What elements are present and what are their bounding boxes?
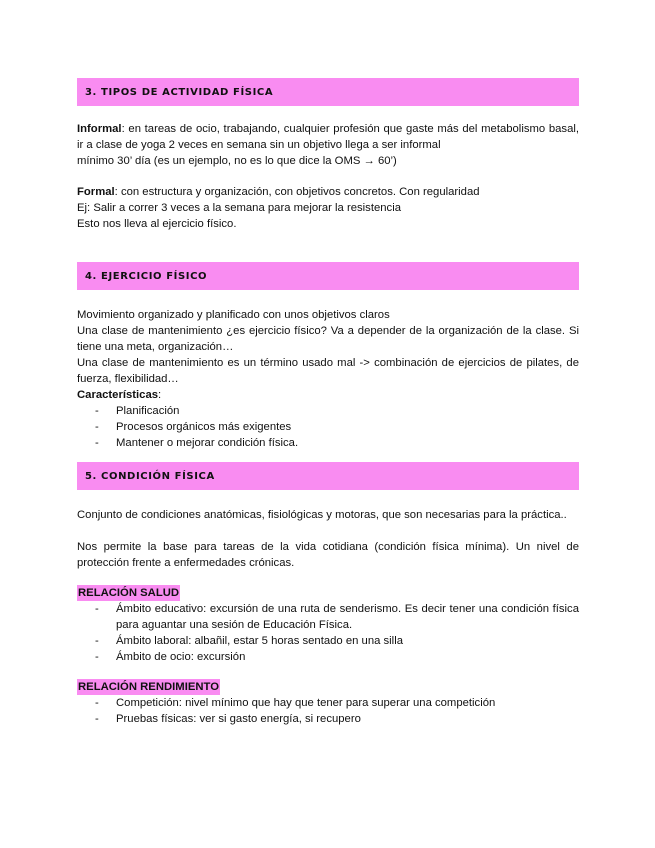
list-item-text: Ámbito de ocio: excursión <box>116 651 246 663</box>
caracteristicas-label: Características <box>77 389 159 401</box>
section-title: 3. TIPOS DE ACTIVIDAD FÍSICA <box>85 86 274 98</box>
formal-label: Formal <box>77 186 115 198</box>
mantenimiento-question: Una clase de mantenimiento ¿es ejercicio físico? Va a depender de la organización de la clase. Si tiene una meta, organización… <box>77 325 579 353</box>
dash-bullet: - <box>95 405 99 417</box>
dash-bullet: - <box>95 437 99 449</box>
list-item-text: Competición: nivel mínimo que hay que tener para superar una competición <box>116 697 496 709</box>
caracteristicas-list <box>77 403 579 451</box>
informal-example: mínimo 30’ día (es un ejemplo, no es lo que dice la OMS → 60’) <box>77 155 397 167</box>
list-item-text: Planificación <box>116 405 180 417</box>
list-item <box>77 695 579 711</box>
list-item-text: Procesos orgánicos más exigentes <box>116 421 292 433</box>
mantenimiento-note: Una clase de mantenimiento es un término usado mal -> combinación de ejercicios de pilates, de fuerza, flexibilidad… <box>77 357 579 385</box>
informal-note <box>77 153 579 169</box>
caracteristicas-heading <box>77 387 579 403</box>
formal-line <box>77 184 579 200</box>
ejercicio-definition: Movimiento organizado y planificado con unos objetivos claros <box>77 309 390 321</box>
condicion-base: Nos permite la base para tareas de la vida cotidiana (condición física mínima). Un nivel de protección frente a enfermedades crónicas. <box>77 541 579 569</box>
salud-list <box>77 601 579 665</box>
list-item-text: Mantener o mejorar condición física. <box>116 437 299 449</box>
section-title: 4. EJERCICIO FÍSICO <box>85 270 208 282</box>
dash-bullet: - <box>95 421 99 433</box>
relacion-salud-label: RELACIÓN SALUD <box>78 587 180 599</box>
dash-bullet: - <box>95 697 99 709</box>
list-item <box>77 601 579 633</box>
list-item <box>77 435 579 451</box>
formal-conclusion: Esto nos lleva al ejercicio físico. <box>77 218 237 230</box>
list-item-text: Pruebas físicas: ver si gasto energía, si recupero <box>116 713 361 725</box>
list-item <box>77 403 579 419</box>
dash-bullet: - <box>95 603 99 615</box>
informal-paragraph <box>77 121 579 153</box>
dash-bullet: - <box>95 713 99 725</box>
list-item <box>77 419 579 435</box>
list-item-text: Ámbito educativo: excursión de una ruta de senderismo. Es decir tener una condición física para aguantar una sesión de Educación Física. <box>116 603 579 631</box>
section-title: 5. CONDICIÓN FÍSICA <box>85 470 215 482</box>
section-heading-3 <box>77 78 579 106</box>
section-heading-4 <box>77 262 579 290</box>
formal-text: : con estructura y organización, con objetivos concretos. Con regularidad <box>114 186 480 198</box>
section-heading-5 <box>77 462 579 490</box>
list-item <box>77 633 579 649</box>
rendimiento-list <box>77 695 579 727</box>
condicion-definition: Conjunto de condiciones anatómicas, fisiológicas y motoras, que son necesarias para la práctica.. <box>77 509 567 521</box>
formal-block <box>77 184 579 232</box>
informal-text: : en tareas de ocio, trabajando, cualquier profesión que gaste más del metabolismo basal, ir a clase de yoga 2 veces en semana sin un objetivo llega a ser informal <box>77 123 579 151</box>
list-item <box>77 711 579 727</box>
informal-label: Informal <box>77 123 122 135</box>
dash-bullet: - <box>95 635 99 647</box>
formal-example: Ej: Salir a correr 3 veces a la semana para mejorar la resistencia <box>77 202 401 214</box>
relacion-rendimiento-label: RELACIÓN RENDIMIENTO <box>78 681 220 693</box>
dash-bullet: - <box>95 651 99 663</box>
caracteristicas-colon: : <box>158 389 162 401</box>
list-item-text: Ámbito laboral: albañil, estar 5 horas sentado en una silla <box>116 635 403 647</box>
list-item <box>77 649 579 665</box>
ejercicio-intro <box>77 307 579 323</box>
